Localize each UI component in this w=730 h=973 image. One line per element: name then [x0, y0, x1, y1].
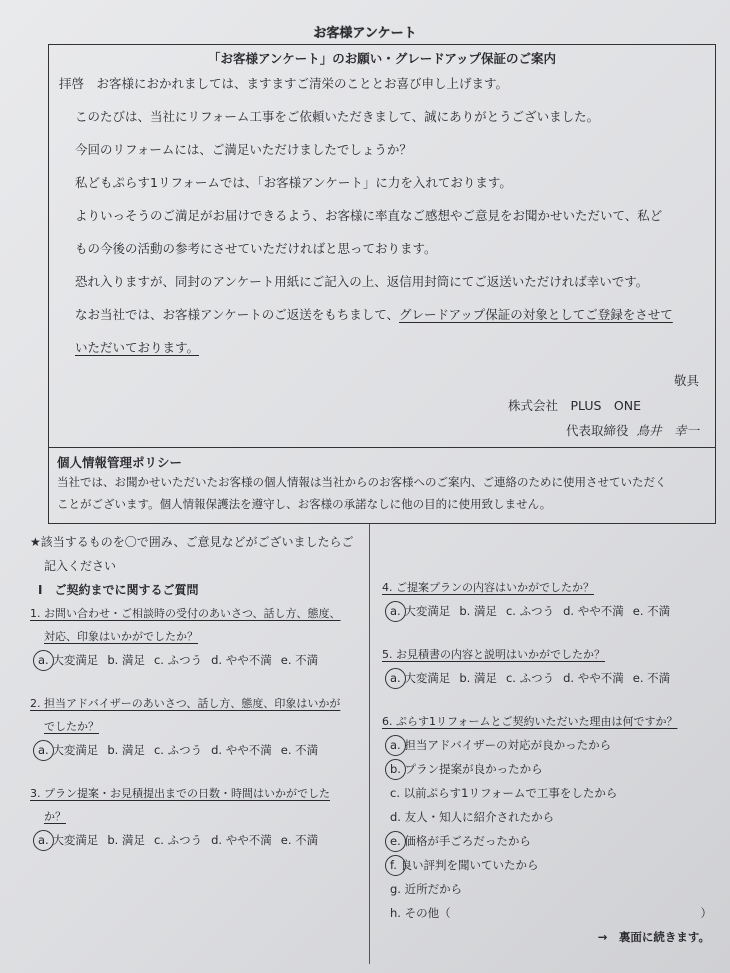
q5-option-e[interactable]: e. 不満 — [632, 671, 671, 685]
instructions: 記入ください — [44, 559, 117, 573]
policy-heading: 個人情報管理ポリシー — [57, 455, 183, 470]
letter-text: なお当社では、お客様アンケートのご返送をもちまして、 — [75, 307, 400, 322]
q4-option-b[interactable]: b. 満足 — [459, 604, 497, 618]
q5-option-d[interactable]: d. やや不満 — [563, 671, 624, 685]
q6-option-h[interactable]: h. その他（ — [390, 906, 451, 920]
question-2-block — [30, 692, 359, 762]
q5-option-c[interactable]: c. ふつう — [505, 671, 555, 685]
q1-option-e[interactable]: e. 不満 — [280, 653, 319, 667]
q1-option-a[interactable]: a. 大変満足 — [38, 648, 98, 672]
letter-line: 私どもぷらす1リフォームでは、「お客様アンケート」に力を入れております。 — [75, 175, 512, 190]
q1-option-b[interactable]: b. 満足 — [107, 653, 145, 667]
instructions: ★該当するものを〇で囲み、ご意見などがございましたらご — [30, 535, 354, 549]
q1-option-c[interactable]: c. ふつう — [153, 653, 203, 667]
right-column — [370, 524, 730, 964]
question-3: か？ — [44, 810, 66, 823]
question-5: 5. お見積書の内容と説明はいかがでしたか？ — [382, 648, 605, 661]
letter-line: いただいております。 — [75, 340, 200, 355]
q3-option-d[interactable]: d. やや不満 — [211, 833, 272, 847]
question-2: 2. 担当アドバイザーのあいさつ、話し方、態度、印象はいかが — [30, 697, 341, 710]
q4-options — [382, 599, 720, 623]
question-3-block — [30, 782, 359, 852]
question-4: 4. ご提案プランの内容はいかがでしたか？ — [382, 581, 594, 594]
q6-other-row — [382, 901, 720, 925]
letter-line: よりいっそうのご満足がお届けできるよう、お客様に率直なご感想やご意見をお聞かせいただいて、私ど — [75, 208, 663, 223]
q4-option-e[interactable]: e. 不満 — [632, 604, 671, 618]
representative — [59, 423, 705, 439]
left-column — [0, 524, 370, 964]
q5-option-a[interactable]: a. 大変満足 — [390, 666, 450, 690]
q3-option-b[interactable]: b. 満足 — [107, 833, 145, 847]
q2-option-d[interactable]: d. やや不満 — [211, 743, 272, 757]
letter-line: 今回のリフォームには、ご満足いただけましたでしょうか？ — [75, 142, 412, 157]
q2-option-c[interactable]: c. ふつう — [153, 743, 203, 757]
q6-option-c[interactable]: c. 以前ぷらす1リフォームで工事をしたから — [390, 786, 618, 800]
q6-option-e[interactable]: e. 価格が手ごろだったから — [382, 829, 720, 853]
question-1: 1. お問い合わせ・ご相談時の受付のあいさつ、話し方、態度、 — [30, 607, 341, 620]
company-name: 株式会社 PLUS ONE — [507, 398, 641, 413]
question-2: でしたか？ — [44, 720, 99, 733]
guarantee-underline: グレードアップ保証の対象としてご登録をさせて — [399, 307, 673, 322]
q6-option-d[interactable]: d. 友人・知人に紹介されたから — [390, 810, 555, 824]
policy-box — [48, 448, 716, 524]
q6-option-g[interactable]: g. 近所だから — [390, 882, 463, 896]
q5-options — [382, 666, 720, 690]
letter-heading: 「お客様アンケート」のお願い・グレードアップ保証のご案内 — [207, 51, 556, 66]
q3-option-c[interactable]: c. ふつう — [153, 833, 203, 847]
continue-note: → 裏面に続きます。 — [597, 930, 710, 944]
q1-option-d[interactable]: d. やや不満 — [211, 653, 272, 667]
letter-line: 拝啓 お客様におかれましては、ますますご清栄のこととお喜び申し上げます。 — [59, 76, 509, 91]
q6-option-a[interactable]: a. 担当アドバイザーの対応が良かったから — [382, 733, 720, 757]
q2-option-b[interactable]: b. 満足 — [107, 743, 145, 757]
q1-options — [30, 648, 359, 672]
rep-signature: 鳥井 幸一 — [636, 423, 699, 438]
q2-option-a[interactable]: a. 大変満足 — [38, 738, 98, 762]
question-6-block — [382, 710, 720, 949]
letter-line: このたびは、当社にリフォーム工事をご依頼いただきまして、誠にありがとうございました。 — [75, 109, 600, 124]
q5-option-b[interactable]: b. 満足 — [459, 671, 497, 685]
q6-other-close: ） — [700, 906, 712, 920]
document-title: お客様アンケート — [313, 26, 417, 41]
question-5-block — [382, 643, 720, 690]
question-3: 3. プラン提案・お見積提出までの日数・時間はいかがでした — [30, 787, 330, 800]
question-1: 対応、印象はいかがでしたか？ — [44, 630, 198, 643]
q4-option-d[interactable]: d. やや不満 — [563, 604, 624, 618]
policy-text: 当社では、お聞かせいただいたお客様の個人情報は当社からのお客様へのご案内、ご連絡のために使用させていただく — [57, 475, 667, 489]
letter-box — [48, 44, 716, 448]
q3-option-a[interactable]: a. 大変満足 — [38, 828, 98, 852]
q3-option-e[interactable]: e. 不満 — [280, 833, 319, 847]
q6-option-b[interactable]: b. プラン提案が良かったから — [382, 757, 720, 781]
question-4-block — [382, 576, 720, 623]
letter-line — [59, 307, 705, 323]
letter-line: 恐れ入りますが、同封のアンケート用紙にご記入の上、返信用封筒にてご返送いただければ幸いです。 — [75, 274, 649, 289]
policy-text: ことがございます。個人情報保護法を遵守し、お客様の承諾なしに他の目的に使用致しません。 — [57, 497, 552, 511]
questions-area — [0, 524, 730, 964]
closing: 敬具 — [673, 373, 699, 388]
q3-options — [30, 828, 359, 852]
letter-line: もの今後の活動の参考にさせていただければと思っております。 — [75, 241, 437, 256]
q6-option-f[interactable]: f. 良い評判を聞いていたから — [382, 853, 720, 877]
q2-option-e[interactable]: e. 不満 — [280, 743, 319, 757]
q2-options — [30, 738, 359, 762]
q4-option-c[interactable]: c. ふつう — [505, 604, 555, 618]
question-6: 6. ぷらす1リフォームとご契約いただいた理由は何ですか？ — [382, 715, 678, 728]
question-1-block — [30, 602, 359, 672]
rep-title: 代表取締役 — [566, 423, 629, 438]
section-heading: Ⅰ ご契約までに関するご質問 — [38, 583, 199, 597]
q4-option-a[interactable]: a. 大変満足 — [390, 599, 450, 623]
